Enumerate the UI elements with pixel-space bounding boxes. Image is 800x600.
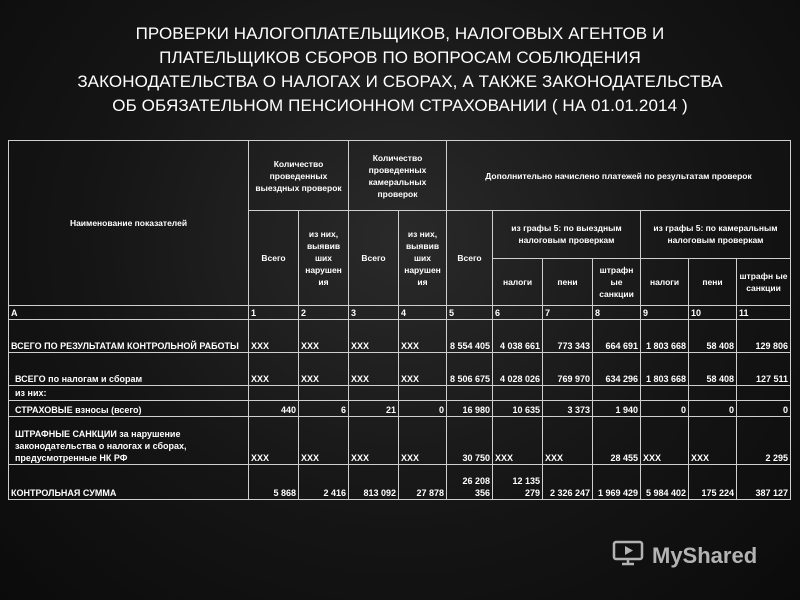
table-cell: 26 208 356 bbox=[447, 464, 493, 499]
table-cell bbox=[249, 386, 299, 400]
table-cell: 664 691 bbox=[593, 320, 641, 353]
table-row bbox=[9, 320, 791, 353]
table-cell: XXX bbox=[641, 417, 689, 464]
table-cell bbox=[689, 386, 737, 400]
table-cell bbox=[543, 386, 593, 400]
table-cell: 5 868 bbox=[249, 464, 299, 499]
row-label: ВСЕГО по налогам и сборам bbox=[9, 353, 249, 386]
table-cell: XXX bbox=[349, 353, 399, 386]
header-penalties-desk: пени bbox=[689, 258, 737, 305]
table-cell: 2 326 247 bbox=[543, 464, 593, 499]
header-fines-field: штрафн ые санкции bbox=[593, 258, 641, 305]
table-cell: 387 127 bbox=[737, 464, 791, 499]
row-label: ВСЕГО ПО РЕЗУЛЬТАТАМ КОНТРОЛЬНОЙ РАБОТЫ bbox=[9, 320, 249, 353]
table-cell: 175 224 bbox=[689, 464, 737, 499]
row-label: из них: bbox=[9, 386, 249, 400]
column-number: А bbox=[9, 306, 249, 320]
table-cell: XXX bbox=[249, 320, 299, 353]
header-penalties-field: пени bbox=[543, 258, 593, 305]
table-cell: XXX bbox=[299, 353, 349, 386]
table-cell: XXX bbox=[399, 417, 447, 464]
header-field-checks: Количество проведенных выездных проверок bbox=[249, 141, 349, 211]
page-title bbox=[20, 22, 780, 118]
table-cell bbox=[493, 386, 543, 400]
table-cell: XXX bbox=[493, 417, 543, 464]
table-cell bbox=[447, 386, 493, 400]
presentation-icon bbox=[612, 540, 646, 572]
table-cell bbox=[593, 386, 641, 400]
column-number: 11 bbox=[737, 306, 791, 320]
row-label: ШТРАФНЫЕ САНКЦИИ за нарушение законодательства о налогах и сборах, предусмотренные НК РФ bbox=[9, 417, 249, 464]
table-cell bbox=[737, 386, 791, 400]
column-number: 10 bbox=[689, 306, 737, 320]
column-number: 2 bbox=[299, 306, 349, 320]
title-line-3: ЗАКОНОДАТЕЛЬСТВА О НАЛОГАХ И СБОРАХ, А ТАКЖЕ ЗАКОНОДАТЕЛЬСТВА bbox=[77, 72, 723, 91]
table-row bbox=[9, 386, 791, 400]
table-cell: XXX bbox=[349, 320, 399, 353]
table-cell: 0 bbox=[737, 400, 791, 417]
table-cell: 773 343 bbox=[543, 320, 593, 353]
header-desk-from-col5: из графы 5: по камеральным налоговым проверкам bbox=[641, 211, 791, 258]
table-cell: 58 408 bbox=[689, 353, 737, 386]
table-cell: 3 373 bbox=[543, 400, 593, 417]
table-cell bbox=[641, 386, 689, 400]
table-cell: 21 bbox=[349, 400, 399, 417]
header-total-desk: Всего bbox=[349, 211, 399, 306]
table-cell: 58 408 bbox=[689, 320, 737, 353]
table-cell: 1 803 668 bbox=[641, 353, 689, 386]
table-cell bbox=[399, 386, 447, 400]
table-cell: 28 455 bbox=[593, 417, 641, 464]
table-cell: XXX bbox=[249, 353, 299, 386]
table-cell: XXX bbox=[543, 417, 593, 464]
table-cell: 10 635 bbox=[493, 400, 543, 417]
table-cell: 2 295 bbox=[737, 417, 791, 464]
title-line-1: ПРОВЕРКИ НАЛОГОПЛАТЕЛЬЩИКОВ, НАЛОГОВЫХ АГЕНТОВ И bbox=[135, 24, 665, 43]
header-name: Наименование показателей bbox=[9, 141, 249, 306]
table-cell: 129 806 bbox=[737, 320, 791, 353]
table-cell: 2 416 bbox=[299, 464, 349, 499]
table-cell: 1 969 429 bbox=[593, 464, 641, 499]
table-cell: 0 bbox=[641, 400, 689, 417]
row-label: СТРАХОВЫЕ взносы (всего) bbox=[9, 400, 249, 417]
table-cell: 30 750 bbox=[447, 417, 493, 464]
title-line-4: ОБ ОБЯЗАТЕЛЬНОМ ПЕНСИОННОМ СТРАХОВАНИИ ( НА 01.01.2014 ) bbox=[112, 96, 688, 115]
table-cell: 12 135 279 bbox=[493, 464, 543, 499]
header-additional-charges: Дополнительно начислено платежей по результатам проверок bbox=[447, 141, 791, 211]
watermark bbox=[612, 540, 757, 572]
column-number: 6 bbox=[493, 306, 543, 320]
table-cell: 0 bbox=[689, 400, 737, 417]
column-number: 9 bbox=[641, 306, 689, 320]
table-cell: XXX bbox=[299, 320, 349, 353]
table-cell: 440 bbox=[249, 400, 299, 417]
table-cell: XXX bbox=[399, 320, 447, 353]
table-row bbox=[9, 353, 791, 386]
header-row-1 bbox=[9, 141, 791, 211]
column-number: 3 bbox=[349, 306, 399, 320]
header-desk-checks: Количество проведенных камеральных проверок bbox=[349, 141, 447, 211]
header-total-additional: Всего bbox=[447, 211, 493, 306]
header-taxes-desk: налоги bbox=[641, 258, 689, 305]
table-cell: 634 296 bbox=[593, 353, 641, 386]
table-cell: XXX bbox=[399, 353, 447, 386]
table-row bbox=[9, 417, 791, 464]
table-cell: XXX bbox=[299, 417, 349, 464]
table-cell bbox=[349, 386, 399, 400]
column-number: 1 bbox=[249, 306, 299, 320]
table-cell: 1 940 bbox=[593, 400, 641, 417]
table-cell: 813 092 bbox=[349, 464, 399, 499]
column-number: 5 bbox=[447, 306, 493, 320]
title-line-2: ПЛАТЕЛЬЩИКОВ СБОРОВ ПО ВОПРОСАМ СОБЛЮДЕНИЯ bbox=[159, 48, 641, 67]
table-cell: 0 bbox=[399, 400, 447, 417]
column-number: 8 bbox=[593, 306, 641, 320]
header-violations-field: из них, выявив ших нарушен ия bbox=[299, 211, 349, 306]
table-row bbox=[9, 400, 791, 417]
table-cell: 27 878 bbox=[399, 464, 447, 499]
table-cell: XXX bbox=[349, 417, 399, 464]
table-cell: 4 038 661 bbox=[493, 320, 543, 353]
header-taxes-field: налоги bbox=[493, 258, 543, 305]
table-cell: XXX bbox=[249, 417, 299, 464]
table-cell bbox=[299, 386, 349, 400]
watermark-text: MyShared bbox=[652, 543, 758, 568]
table-cell: XXX bbox=[689, 417, 737, 464]
header-field-from-col5: из графы 5: по выездным налоговым проверкам bbox=[493, 211, 641, 258]
column-number: 7 bbox=[543, 306, 593, 320]
column-number: 4 bbox=[399, 306, 447, 320]
table-cell: 1 803 668 bbox=[641, 320, 689, 353]
header-fines-desk: штрафн ые санкции bbox=[737, 258, 791, 305]
table-cell: 769 970 bbox=[543, 353, 593, 386]
row-label: КОНТРОЛЬНАЯ СУММА bbox=[9, 464, 249, 499]
column-numbers-row bbox=[9, 306, 791, 320]
table-cell: 16 980 bbox=[447, 400, 493, 417]
table-cell: 5 984 402 bbox=[641, 464, 689, 499]
header-total-field: Всего bbox=[249, 211, 299, 306]
table-cell: 8 554 405 bbox=[447, 320, 493, 353]
table-cell: 8 506 675 bbox=[447, 353, 493, 386]
table-cell: 127 511 bbox=[737, 353, 791, 386]
table-cell: 4 028 026 bbox=[493, 353, 543, 386]
audit-table bbox=[8, 140, 791, 500]
table-cell: 6 bbox=[299, 400, 349, 417]
table-row bbox=[9, 464, 791, 499]
header-violations-desk: из них, выявив ших нарушен ия bbox=[399, 211, 447, 306]
